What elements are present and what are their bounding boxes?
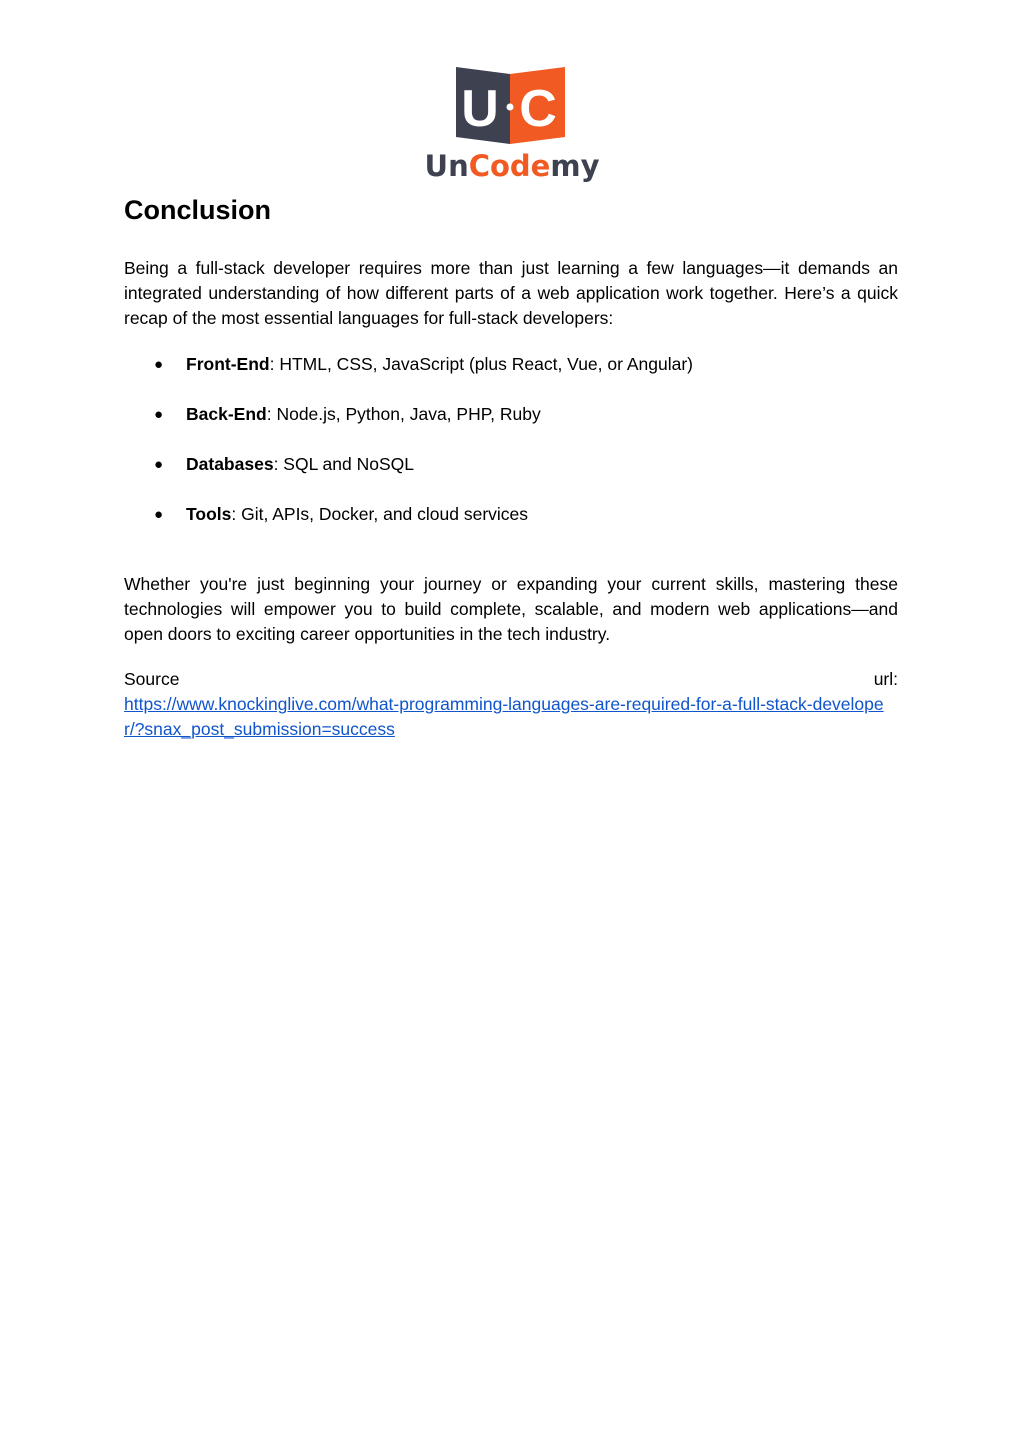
source-label-row xyxy=(124,667,898,692)
uncodemy-logo xyxy=(420,64,604,184)
list-item-text: : Git, APIs, Docker, and cloud services xyxy=(231,504,529,524)
source-url-label: url: xyxy=(873,669,898,689)
list-item-text: : Node.js, Python, Java, PHP, Ruby xyxy=(266,404,541,424)
bullet-icon: ● xyxy=(154,506,164,523)
page-title: Conclusion xyxy=(124,195,271,225)
document-body xyxy=(124,194,898,742)
list-item-label: Databases xyxy=(186,454,274,474)
logo-wordmark: UnCodemy xyxy=(424,149,600,183)
list-item-label: Back-End xyxy=(186,404,267,424)
logo-dot xyxy=(507,104,514,111)
bullet-icon: ● xyxy=(154,456,164,473)
list-item-text: : HTML, CSS, JavaScript (plus React, Vue, or Angular) xyxy=(269,354,693,374)
logo-right-letter: C xyxy=(519,80,557,138)
logo-left-letter: U xyxy=(461,80,499,138)
list-item xyxy=(124,452,898,477)
list-item xyxy=(124,402,898,427)
bullet-icon: ● xyxy=(154,356,164,373)
list-item xyxy=(124,502,898,527)
list-item-label: Tools xyxy=(186,504,232,524)
source-block xyxy=(124,667,898,742)
list-item xyxy=(124,352,898,377)
languages-list xyxy=(124,352,898,527)
source-link[interactable]: https://www.knockinglive.com/what-programming-languages-are-required-for-a-full-stack-developer/?snax_post_submission=success xyxy=(124,694,884,739)
list-item-text: : SQL and NoSQL xyxy=(273,454,414,474)
source-label: Source xyxy=(124,669,180,689)
bullet-icon: ● xyxy=(154,406,164,423)
closing-paragraph: Whether you're just beginning your journey or expanding your current skills, mastering these technologies will empower you to build complete, scalable, and modern web applications—and open doors to exciting career opportunities in the tech industry. xyxy=(124,574,898,644)
intro-paragraph: Being a full-stack developer requires more than just learning a few languages—it demands an integrated understanding of how different parts of a web application work together. Here’s a quick recap of the most essential languages for full-stack developers: xyxy=(124,258,898,328)
list-item-label: Front-End xyxy=(186,354,270,374)
